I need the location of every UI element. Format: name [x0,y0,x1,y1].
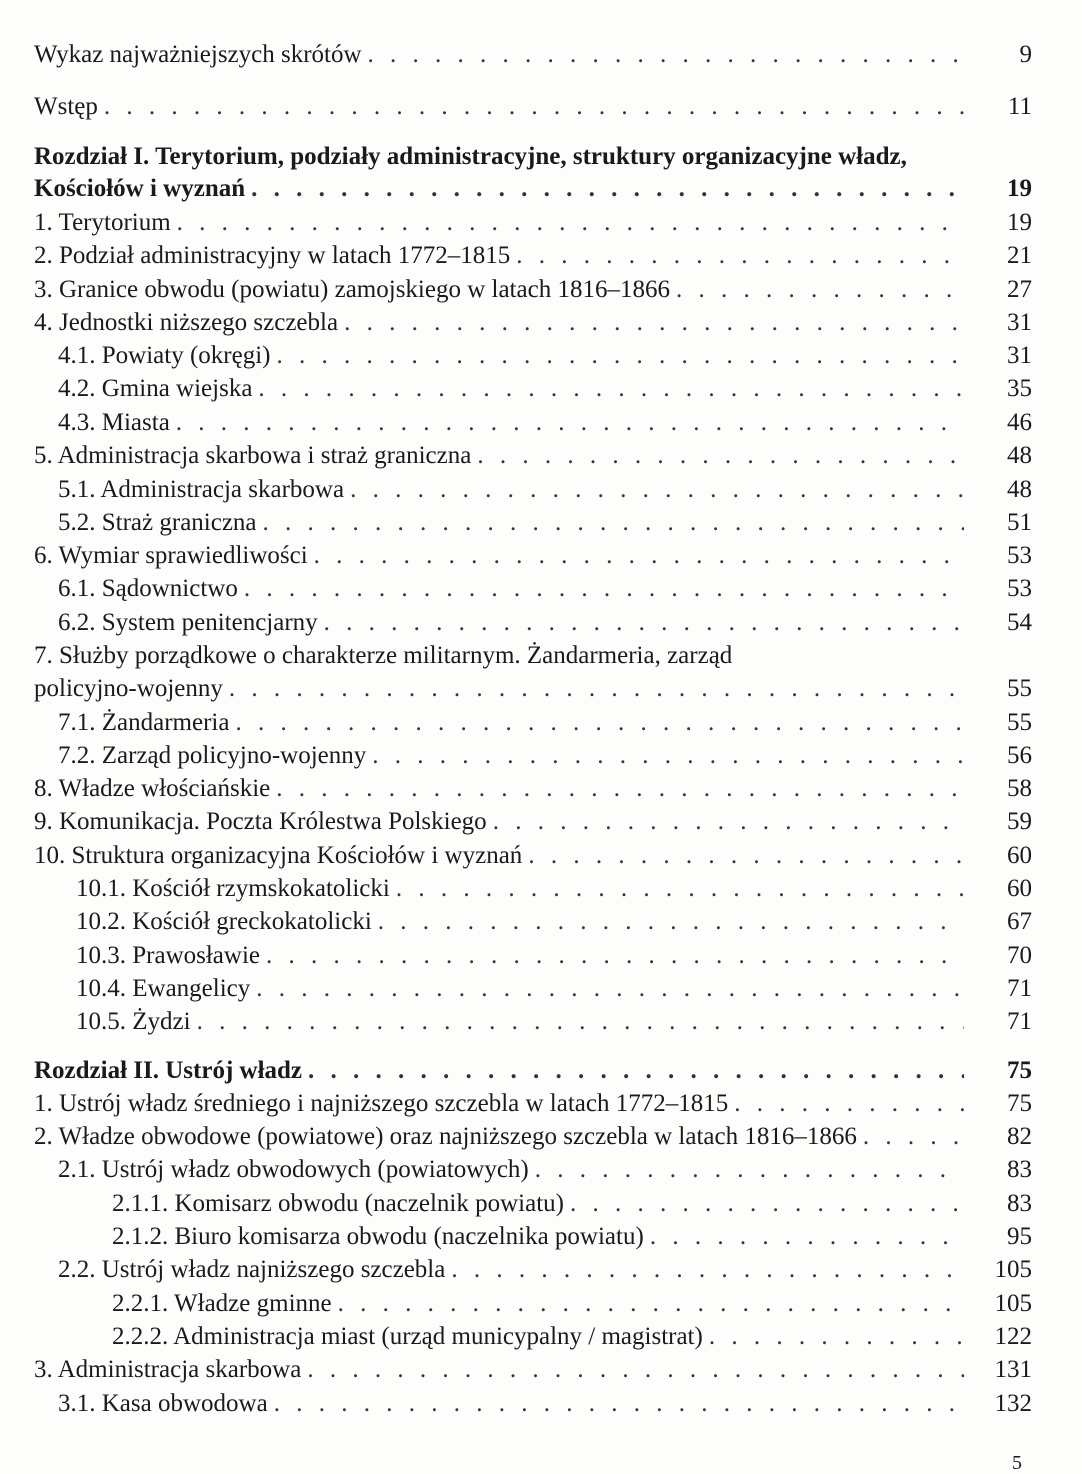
dot-leader [396,874,964,904]
entry-page: 51 [1007,509,1032,536]
entry-page: 60 [1007,875,1032,902]
dot-leader [368,40,964,70]
entry-page: 27 [1007,276,1032,303]
entry-page: 132 [994,1390,1032,1417]
dot-leader [734,1089,964,1119]
toc-entry [58,408,1032,438]
entry-page: 60 [1007,842,1032,869]
toc-entry [58,475,1032,505]
entry-page: 48 [1007,476,1032,503]
entry-title: policyjno-wojenny [34,675,223,702]
entry-page: 122 [994,1323,1032,1350]
toc-entry [34,1089,1032,1119]
dot-leader [451,1255,964,1285]
toc-entry [112,1189,1032,1219]
toc-entry [34,308,1032,338]
entry-title: 10.4. Ewangelicy [76,975,251,1002]
entry-page: 31 [1007,342,1032,369]
entry-title: 5. Administracja skarbowa i straż graniczna [34,442,472,469]
dot-leader [263,508,964,538]
entry-page: 35 [1007,375,1032,402]
toc-entry [34,841,1032,871]
entry-title: 1. Terytorium [34,209,171,236]
toc-entry [34,774,1032,804]
entry-title: 7.2. Zarząd policyjno-wojenny [58,742,367,769]
toc-entry [58,1255,1032,1285]
entry-title: Kościołów i wyznań [34,175,246,202]
dot-leader [176,408,964,438]
entry-page: 19 [1007,175,1032,202]
toc-entry [76,941,1032,971]
entry-title: 3. Granice obwodu (powiatu) zamojskiego w latach 1816–1866 [34,276,670,303]
toc-entry [112,1222,1032,1252]
entry-page: 70 [1007,942,1032,969]
entry-page: 55 [1007,675,1032,702]
dot-leader [350,475,964,505]
toc-entry [34,807,1032,837]
entry-title: 5.2. Straż graniczna [58,509,257,536]
entry-title: 10.2. Kościół greckokatolicki [76,908,372,935]
entry-title: 3.1. Kasa obwodowa [58,1390,268,1417]
toc-entry [76,874,1032,904]
entry-page: 54 [1007,609,1032,636]
entry-title: 2.2. Ustrój władz najniższego szczebla [58,1256,446,1283]
dot-leader [314,541,964,571]
toc-entry [76,907,1032,937]
entry-title: 10.5. Żydzi [76,1008,191,1035]
entry-page: 83 [1007,1190,1032,1217]
entry-title: 6.2. System penitencjarny [58,609,318,636]
dot-leader [258,374,964,404]
dot-leader [570,1189,964,1219]
dot-leader [256,974,964,1004]
toc-entry [112,1289,1032,1319]
entry-page: 71 [1007,1008,1032,1035]
entry-title: 7.1. Żandarmeria [58,709,230,736]
dot-leader [528,841,964,871]
toc-entry [76,1007,1032,1037]
toc-entry [34,441,1032,471]
entry-title: Rozdział II. Ustrój władz [34,1057,303,1084]
dot-leader [650,1222,964,1252]
toc-entry [58,1155,1032,1185]
toc-entry [58,708,1032,738]
entry-title: Wstęp [34,93,98,120]
dot-leader [344,308,964,338]
dot-leader [274,1389,964,1419]
chapter-title-line: Rozdział I. Terytorium, podziały administracyjne, struktury organizacyjne władz, [34,143,907,170]
toc-entry [112,1322,1032,1352]
entry-title: 2.2.2. Administracja miast (urząd municypalny / magistrat) [112,1323,703,1350]
entry-title: 10. Struktura organizacyjna Kościołów i wyznań [34,842,523,869]
entry-title: 10.1. Kościół rzymskokatolicki [76,875,390,902]
entry-page: 95 [1007,1223,1032,1250]
entry-page: 55 [1007,709,1032,736]
entry-page: 58 [1007,775,1032,802]
entry-page: 31 [1007,309,1032,336]
entry-page: 53 [1007,575,1032,602]
entry-title: 6.1. Sądownictwo [58,575,238,602]
toc-entry [34,40,1032,70]
toc-entry [34,92,1032,122]
entry-title: 3. Administracja skarbowa [34,1356,302,1383]
dot-leader [378,907,964,937]
dot-leader [516,241,964,271]
dot-leader [709,1322,964,1352]
entry-page: 9 [1019,41,1032,68]
entry-title: 8. Władze włościańskie [34,775,271,802]
entry-title: 2. Władze obwodowe (powiatowe) oraz najniższego szczebla w latach 1816–1866 [34,1123,857,1150]
entry-page: 11 [1007,93,1032,120]
toc-entry [58,741,1032,771]
toc-chapter-entry [34,174,1032,204]
entry-page: 71 [1007,975,1032,1002]
entry-page: 105 [994,1256,1032,1283]
toc-entry [58,608,1032,638]
dot-leader [372,741,964,771]
toc-entry [58,1389,1032,1419]
dot-leader [104,92,964,122]
toc-entry [58,341,1032,371]
entry-page: 46 [1007,409,1032,436]
entry-page: 59 [1007,808,1032,835]
dot-leader [251,174,964,204]
toc-entry [34,275,1032,305]
entry-page: 75 [1007,1057,1032,1084]
entry-title: 2. Podział administracyjny w latach 1772–1815 [34,242,511,269]
dot-leader [676,275,964,305]
dot-leader [535,1155,964,1185]
toc-entry [34,1355,1032,1385]
dot-leader [477,441,964,471]
entry-title: 2.1.2. Biuro komisarza obwodu (naczelnika powiatu) [112,1223,644,1250]
entry-page: 83 [1007,1156,1032,1183]
entry-title: 2.2.1. Władze gminne [112,1290,332,1317]
toc-chapter-entry [34,1056,1032,1086]
entry-title: 4.1. Powiaty (okręgi) [58,342,271,369]
entry-title: 1. Ustrój władz średniego i najniższego szczebla w latach 1772–1815 [34,1090,729,1117]
entry-title: 2.1.1. Komisarz obwodu (naczelnik powiatu) [112,1190,564,1217]
page-number: 5 [1012,1452,1022,1474]
toc-entry [34,674,1032,704]
dot-leader [308,1056,964,1086]
toc-entry [58,508,1032,538]
entry-title: 4.2. Gmina wiejska [58,375,253,402]
entry-page: 75 [1007,1090,1032,1117]
entry-page: 67 [1007,908,1032,935]
dot-leader [177,208,964,238]
dot-leader [235,708,964,738]
entry-title: 4.3. Miasta [58,409,170,436]
dot-leader [493,807,964,837]
dot-leader [229,674,964,704]
entry-page: 19 [1007,209,1032,236]
entry-title: 6. Wymiar sprawiedliwości [34,542,308,569]
dot-leader [338,1289,964,1319]
dot-leader [324,608,964,638]
toc-entry [58,374,1032,404]
toc-entry [76,974,1032,1004]
entry-page: 56 [1007,742,1032,769]
entry-page: 131 [994,1356,1032,1383]
entry-title: 5.1. Administracja skarbowa [58,476,345,503]
entry-title: 2.1. Ustrój władz obwodowych (powiatowych) [58,1156,529,1183]
entry-title: 10.3. Prawosławie [76,942,260,969]
toc-entry [34,208,1032,238]
dot-leader [863,1122,964,1152]
dot-leader [197,1007,964,1037]
dot-leader [266,941,964,971]
dot-leader [276,774,964,804]
entry-page: 82 [1007,1123,1032,1150]
dot-leader [244,574,964,604]
entry-page: 21 [1007,242,1032,269]
entry-page: 48 [1007,442,1032,469]
entry-page: 53 [1007,542,1032,569]
entry-page: 105 [994,1290,1032,1317]
entry-title-line: 7. Służby porządkowe o charakterze militarnym. Żandarmeria, zarząd [34,642,733,669]
toc-entry [34,541,1032,571]
entry-title: 9. Komunikacja. Poczta Królestwa Polskiego [34,808,487,835]
toc-entry [34,241,1032,271]
toc-entry [58,574,1032,604]
entry-title: Wykaz najważniejszych skrótów [34,41,362,68]
dot-leader [307,1355,964,1385]
toc-entry [34,1122,1032,1152]
entry-title: 4. Jednostki niższego szczebla [34,309,339,336]
dot-leader [276,341,964,371]
